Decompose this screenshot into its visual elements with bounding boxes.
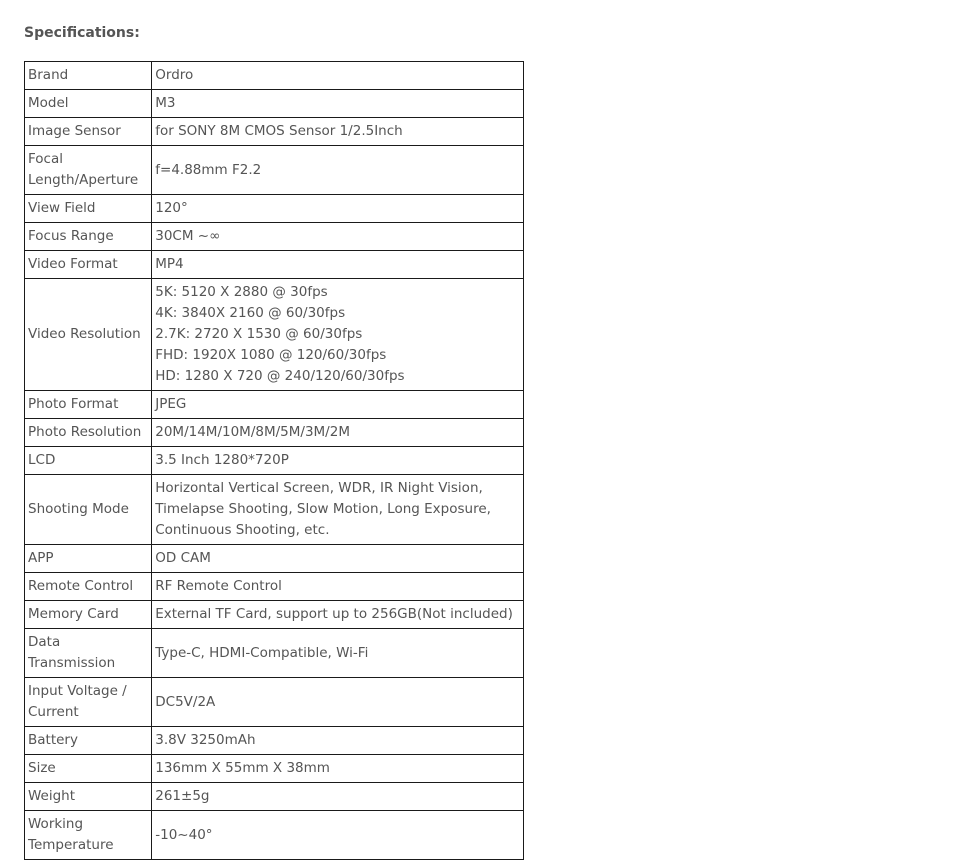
- spec-value: [152, 195, 524, 223]
- spec-row: [25, 391, 524, 419]
- spec-row: [25, 118, 524, 146]
- spec-value-line: 3.5 Inch 1280*720P: [155, 452, 289, 468]
- spec-label: Weight: [25, 783, 152, 811]
- spec-value-line: 2.7K: 2720 X 1530 @ 60/30fps: [155, 326, 363, 342]
- spec-row: [25, 601, 524, 629]
- spec-label: Battery: [25, 727, 152, 755]
- spec-label: Video Resolution: [25, 279, 152, 391]
- spec-value: [152, 678, 524, 727]
- spec-row: [25, 811, 524, 860]
- spec-row: [25, 447, 524, 475]
- spec-value-line: RF Remote Control: [155, 578, 282, 594]
- spec-value-line: for SONY 8M CMOS Sensor 1/2.5Inch: [155, 123, 403, 139]
- spec-value: [152, 223, 524, 251]
- spec-value-line: f=4.88mm F2.2: [155, 161, 262, 178]
- spec-value-line: MP4: [155, 256, 184, 272]
- specifications-heading: Specifications:: [24, 25, 140, 41]
- spec-value-line: 20M/14M/10M/8M/5M/3M/2M: [155, 424, 350, 440]
- spec-value: [152, 811, 524, 860]
- spec-value: [152, 279, 524, 391]
- spec-value: [152, 90, 524, 118]
- spec-value-line: 4K: 3840X 2160 @ 60/30fps: [155, 305, 346, 321]
- spec-row: [25, 727, 524, 755]
- spec-label: Data Transmission: [25, 629, 152, 678]
- spec-value: [152, 629, 524, 678]
- spec-value: [152, 118, 524, 146]
- spec-label: Memory Card: [25, 601, 152, 629]
- spec-label: Model: [25, 90, 152, 118]
- spec-label: Shooting Mode: [25, 475, 152, 545]
- spec-row: [25, 573, 524, 601]
- spec-value-line: 5K: 5120 X 2880 @ 30fps: [155, 284, 328, 300]
- spec-label: Focus Range: [25, 223, 152, 251]
- spec-row: [25, 475, 524, 545]
- spec-value-line: JPEG: [155, 396, 187, 412]
- spec-label: LCD: [25, 447, 152, 475]
- spec-value: [152, 573, 524, 601]
- spec-label: Brand: [25, 62, 152, 90]
- spec-value-line: Type-C, HDMI-Compatible, Wi-Fi: [155, 644, 369, 661]
- spec-row: [25, 545, 524, 573]
- spec-value: [152, 783, 524, 811]
- spec-label: Focal Length/Aperture: [25, 146, 152, 195]
- specifications-table-body: [25, 62, 524, 860]
- spec-label: Video Format: [25, 251, 152, 279]
- spec-row: [25, 279, 524, 391]
- spec-label: Photo Format: [25, 391, 152, 419]
- spec-row: [25, 146, 524, 195]
- spec-row: [25, 251, 524, 279]
- spec-row: [25, 90, 524, 118]
- spec-value-line: M3: [155, 95, 176, 111]
- spec-value-line: FHD: 1920X 1080 @ 120/60/30fps: [155, 347, 387, 363]
- spec-value-line: 120°: [155, 200, 188, 216]
- spec-value-line: DC5V/2A: [155, 693, 216, 710]
- spec-label: APP: [25, 545, 152, 573]
- specifications-table: [24, 61, 524, 860]
- spec-value: [152, 727, 524, 755]
- spec-value-line: -10~40°: [155, 826, 213, 843]
- spec-value-line: HD: 1280 X 720 @ 240/120/60/30fps: [155, 368, 405, 384]
- spec-label: Size: [25, 755, 152, 783]
- spec-label: Working Temperature: [25, 811, 152, 860]
- spec-value-line: 261±5g: [155, 788, 210, 804]
- spec-value: [152, 62, 524, 90]
- spec-label: Input Voltage / Current: [25, 678, 152, 727]
- spec-value-line: 3.8V 3250mAh: [155, 732, 256, 748]
- spec-value: [152, 755, 524, 783]
- spec-value-line: OD CAM: [155, 550, 211, 566]
- spec-value: [152, 545, 524, 573]
- spec-value-line: 136mm X 55mm X 38mm: [155, 760, 330, 776]
- spec-label: View Field: [25, 195, 152, 223]
- spec-row: [25, 419, 524, 447]
- spec-value: [152, 251, 524, 279]
- spec-row: [25, 783, 524, 811]
- spec-value-line: Horizontal Vertical Screen, WDR, IR Night Vision, Timelapse Shooting, Slow Motion, Long Exposure, Continuous Shooting, etc.: [155, 480, 491, 538]
- spec-value-line: 30CM ~∞: [155, 228, 221, 244]
- spec-value: [152, 146, 524, 195]
- spec-label: Remote Control: [25, 573, 152, 601]
- spec-value: [152, 601, 524, 629]
- spec-row: [25, 629, 524, 678]
- spec-row: [25, 755, 524, 783]
- spec-value-line: External TF Card, support up to 256GB(Not included): [155, 606, 513, 622]
- spec-row: [25, 195, 524, 223]
- spec-row: [25, 678, 524, 727]
- spec-value: [152, 475, 524, 545]
- spec-label: Photo Resolution: [25, 419, 152, 447]
- spec-row: [25, 223, 524, 251]
- spec-label: Image Sensor: [25, 118, 152, 146]
- spec-value: [152, 391, 524, 419]
- spec-value-line: Ordro: [155, 67, 194, 83]
- spec-value: [152, 447, 524, 475]
- spec-value: [152, 419, 524, 447]
- spec-row: [25, 62, 524, 90]
